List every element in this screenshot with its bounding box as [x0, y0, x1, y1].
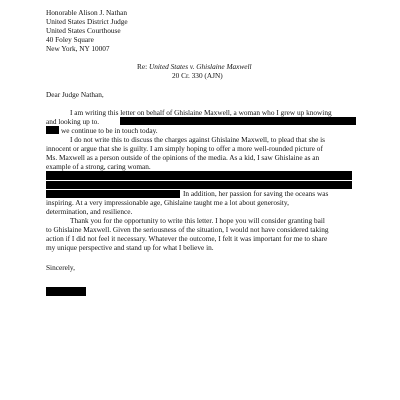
salutation: Dear Judge Nathan,	[46, 90, 104, 99]
p2-line3: Ms. Maxwell as a person outside of the opinions of the media. As a kid, I saw Ghislaine as an	[46, 153, 320, 162]
p4-line1: Thank you for the opportunity to write this letter. I hope you will consider granting bail	[70, 216, 325, 225]
addressee-street: 40 Foley Square	[46, 35, 94, 44]
re-line	[137, 62, 252, 71]
p3-line2: inspiring. At a very impressionable age, Ghislaine taught me a lot about generosity,	[46, 198, 289, 207]
redaction-bar	[46, 181, 352, 189]
p3-line3: determination, and resilience.	[46, 207, 133, 216]
p2-line2: innocent or argue that she is guilty. I am simply hoping to offer a more well-rounded picture of	[46, 144, 323, 153]
p1-line2: and looking up to.	[46, 117, 100, 126]
redaction-bar	[46, 171, 352, 180]
signature-redaction	[46, 287, 86, 296]
p1-line3: we continue to be in touch today.	[61, 126, 158, 135]
case-name: United States v. Ghislaine Maxwell	[148, 62, 252, 71]
p4-line3: action if I did not feel it necessary. Whatever the outcome, I felt it was important for me to share	[46, 234, 328, 243]
addressee-building: United States Courthouse	[46, 26, 121, 35]
addressee-name: Honorable Alison J. Nathan	[46, 8, 128, 17]
addressee-city: New York, NY 10007	[46, 44, 110, 53]
p4-line2: to Ghislaine Maxwell. Given the seriousness of the situation, I would not have considered taking	[46, 225, 329, 234]
redaction-bar	[46, 126, 59, 134]
re-prefix: Re:	[137, 62, 149, 71]
closing: Sincerely,	[46, 263, 75, 272]
redaction-bar	[120, 117, 356, 125]
addressee-title: United States District Judge	[46, 17, 128, 26]
p1-line1: I am writing this letter on behalf of Ghislaine Maxwell, a woman who I grew up knowing	[70, 108, 332, 117]
redaction-bar	[46, 190, 180, 198]
p4-line4: my unique perspective and stand up for what I believe in.	[46, 243, 214, 252]
p2-line4: example of a strong, caring woman.	[46, 162, 151, 171]
p3-line1: In addition, her passion for saving the oceans was	[183, 189, 329, 198]
p2-line1: I do not write this to discuss the charges against Ghislaine Maxwell, to plead that she is	[70, 135, 326, 144]
case-number: 20 Cr. 330 (AJN)	[172, 71, 223, 80]
